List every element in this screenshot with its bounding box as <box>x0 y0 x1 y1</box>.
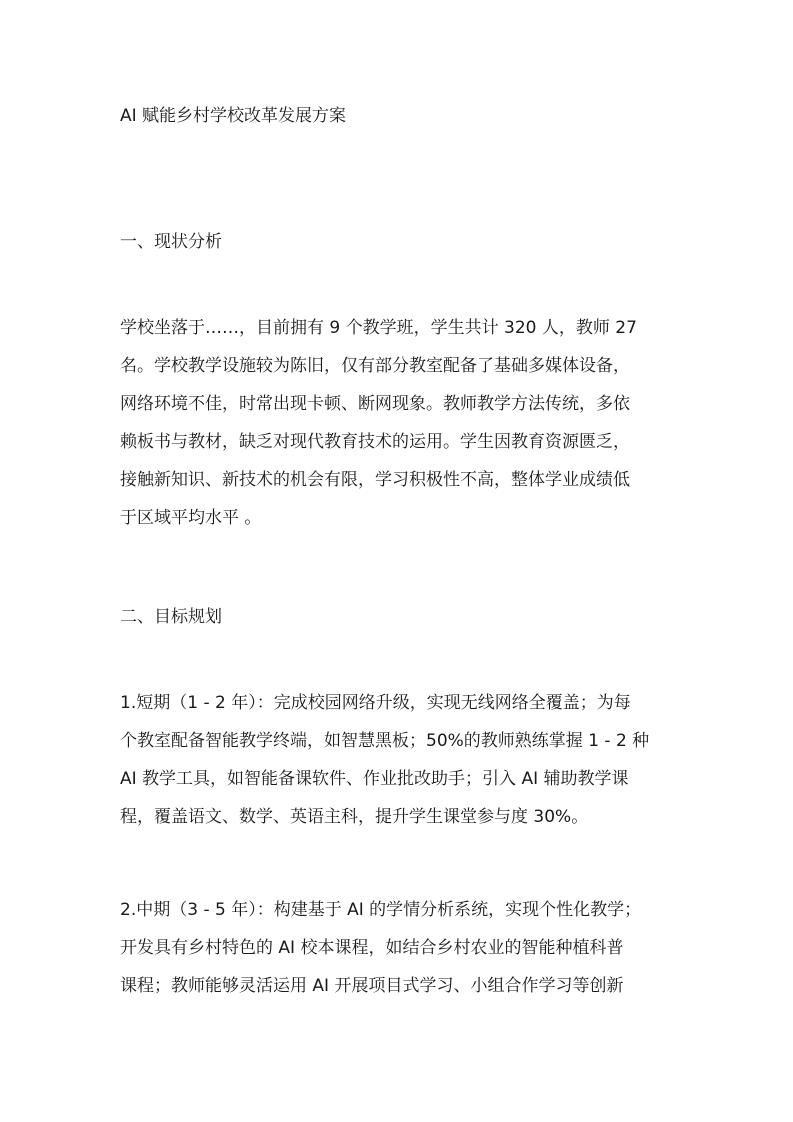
paragraph-line: 开发具有乡村特色的 AI 校本课程，如结合乡村农业的智能种植科普 <box>120 938 624 958</box>
section-heading-current-analysis: 一、现状分析 <box>120 232 222 252</box>
paragraph-current-analysis <box>120 309 680 537</box>
paragraph-line: 程，覆盖语文、数学、英语主科，提升学生课堂参与度 30%。 <box>120 807 589 827</box>
paragraph-line: 网络环境不佳，时常出现卡顿、断网现象。教师教学方法传统，多依 <box>120 394 630 414</box>
paragraph-line: 赖板书与教材，缺乏对现代教育技术的运用。学生因教育资源匮乏， <box>120 432 630 452</box>
paragraph-short-term-goals <box>120 684 680 836</box>
paragraph-line: 1.短期（1 - 2 年）：完成校园网络升级，实现无线网络全覆盖；为每 <box>120 693 631 713</box>
paragraph-line: 学校坐落于……，目前拥有 9 个教学班，学生共计 320 人，教师 27 <box>120 318 637 338</box>
paragraph-line: 于区域平均水平 。 <box>120 508 262 528</box>
paragraph-line: 个教室配备智能教学终端，如智慧黑板；50%的教师熟练掌握 1 - 2 种 <box>120 731 650 751</box>
paragraph-line: 课程；教师能够灵活运用 AI 开展项目式学习、小组合作学习等创新 <box>120 976 624 996</box>
paragraph-line: 2.中期（3 - 5 年）：构建基于 AI 的学情分析系统，实现个性化教学； <box>120 900 642 920</box>
paragraph-line: 接触新知识、新技术的机会有限，学习积极性不高，整体学业成绩低 <box>120 470 630 490</box>
paragraph-line: 名。学校教学设施较为陈旧，仅有部分教室配备了基础多媒体设备， <box>120 356 630 376</box>
document-title: AI 赋能乡村学校改革发展方案 <box>120 106 347 126</box>
paragraph-mid-term-goals <box>120 891 680 1005</box>
section-heading-goal-planning: 二、目标规划 <box>120 607 222 627</box>
paragraph-line: AI 教学工具，如智能备课软件、作业批改助手；引入 AI 辅助教学课 <box>120 769 629 789</box>
